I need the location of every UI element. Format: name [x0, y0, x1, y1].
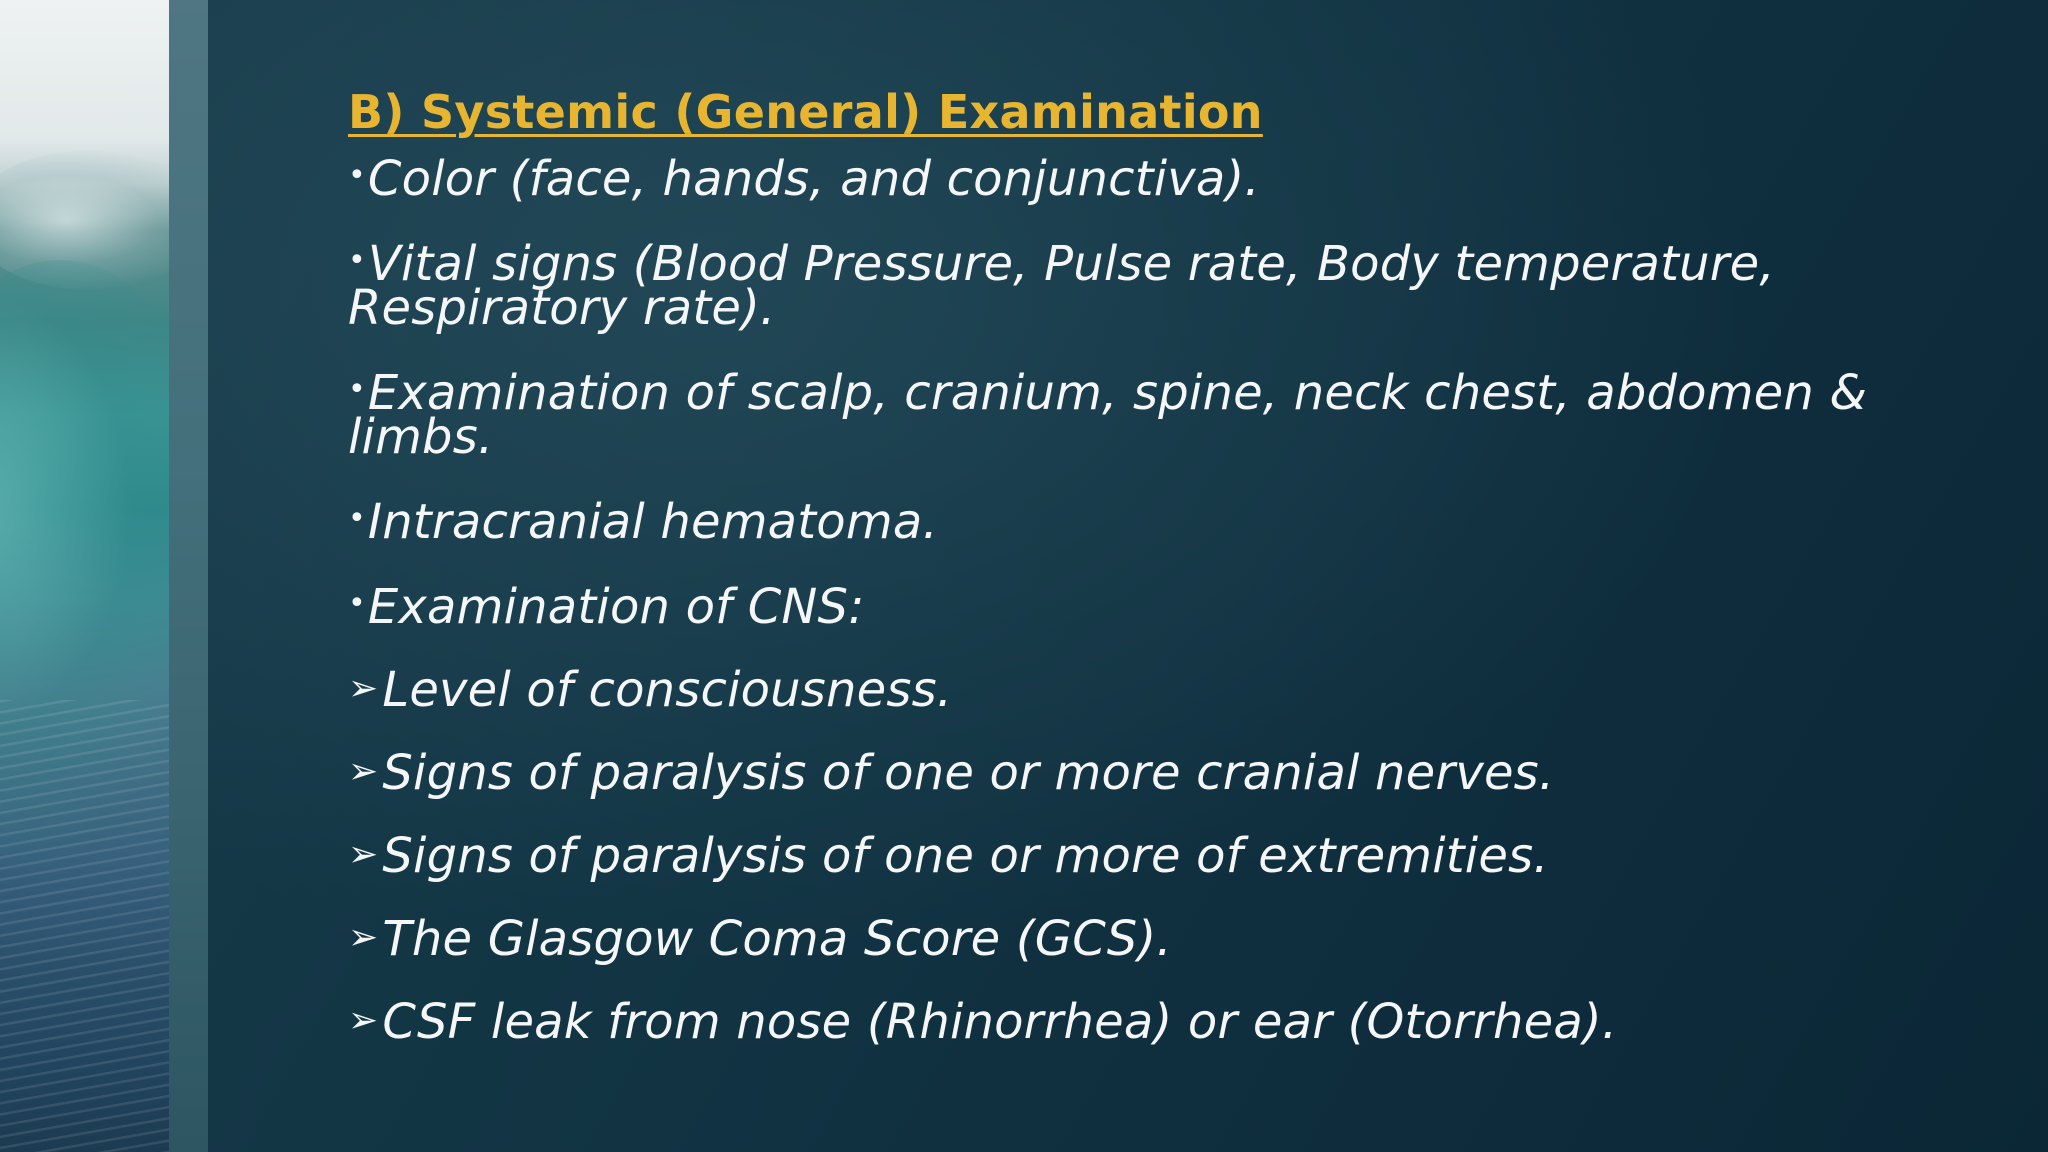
arrowhead-bullet-icon: ➢: [348, 834, 379, 875]
arrowhead-bullet-icon: ➢: [348, 668, 379, 709]
list-item-text: Level of consciousness.: [382, 662, 953, 718]
list-item-text: Examination of scalp, cranium, spine, neck chest, abdomen & limbs.: [348, 365, 1868, 465]
list-item: [348, 151, 1908, 207]
list-item-text: Color (face, hands, and conjunctiva).: [367, 151, 1260, 207]
list-item-text: Examination of CNS:: [367, 579, 865, 635]
sub-list-item: [348, 662, 1908, 718]
slide-content: [348, 78, 1908, 1082]
sub-list-item: [348, 911, 1908, 967]
arrowhead-bullet-icon: ➢: [348, 917, 379, 958]
arrowhead-bullet-icon: ➢: [348, 751, 379, 792]
bullet-dot-icon: •: [348, 243, 366, 278]
list-item-text: Vital signs (Blood Pressure, Pulse rate, Body temperature, Respiratory rate).: [348, 236, 1775, 336]
water-ripples: [0, 700, 169, 1152]
bullet-dot-icon: •: [348, 501, 366, 536]
list-item-text: Intracranial hematoma.: [367, 494, 938, 550]
list-item: [348, 579, 1908, 635]
list-item-text: Signs of paralysis of one or more of extremities.: [382, 828, 1549, 884]
list-item: [348, 494, 1908, 550]
sub-list-item: [348, 828, 1908, 884]
sub-list-item: [348, 745, 1908, 801]
slide-title: B) Systemic (General) Examination: [348, 85, 1263, 139]
arrowhead-bullet-icon: ➢: [348, 1000, 379, 1041]
bullet-dot-icon: •: [348, 586, 366, 621]
sub-list-item: [348, 994, 1908, 1050]
list-item-text: The Glasgow Coma Score (GCS).: [382, 911, 1172, 967]
list-item: [348, 236, 1908, 336]
bullet-dot-icon: •: [348, 372, 366, 407]
bullet-dot-icon: •: [348, 158, 366, 193]
list-item-text: Signs of paralysis of one or more cranial nerves.: [382, 745, 1555, 801]
ocean-wave-image: [0, 0, 169, 1152]
list-item-text: CSF leak from nose (Rhinorrhea) or ear (Otorrhea).: [382, 994, 1618, 1050]
vertical-divider-bar: [169, 0, 208, 1152]
list-item: [348, 365, 1908, 465]
